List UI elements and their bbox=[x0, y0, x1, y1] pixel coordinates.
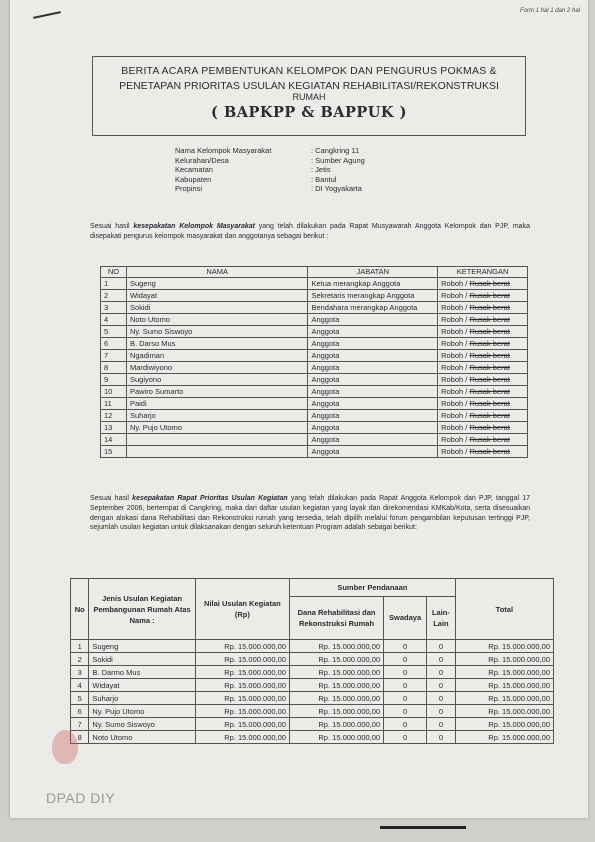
cell-lain: 0 bbox=[427, 692, 456, 705]
table-row bbox=[71, 692, 554, 705]
table-row bbox=[101, 278, 528, 290]
cell-nama: Suharjo bbox=[126, 410, 307, 422]
table-row bbox=[101, 290, 528, 302]
cell-no: 8 bbox=[101, 362, 127, 374]
keterangan-rusak-berat: Rusak berat bbox=[469, 422, 510, 432]
keterangan-rusak-berat: Rusak berat bbox=[469, 326, 510, 336]
cell-jabatan: Sekretaris merangkap Anggota bbox=[308, 290, 438, 302]
cell-nama: Suharjo bbox=[89, 692, 195, 705]
cell-no: 6 bbox=[71, 705, 89, 718]
cell-nama: Sugeng bbox=[89, 640, 195, 653]
seal-stamp bbox=[52, 730, 78, 764]
keterangan-roboh: Roboh / bbox=[441, 326, 468, 336]
keterangan-roboh: Roboh / bbox=[441, 434, 468, 444]
cell-nama: Ny. Pujo Utomo bbox=[126, 422, 307, 434]
col-header-swadaya: Swadaya bbox=[384, 596, 427, 639]
cell-no: 13 bbox=[101, 422, 127, 434]
keterangan-rusak-berat: Rusak berat bbox=[469, 290, 510, 300]
cell-nilai: Rp. 15.000.000,00 bbox=[195, 731, 289, 744]
cell-total: Rp. 15.000.000,00 bbox=[455, 705, 553, 718]
table-row bbox=[101, 302, 528, 314]
cell-jabatan: Anggota bbox=[308, 446, 438, 458]
cell-no: 15 bbox=[101, 446, 127, 458]
cell-keterangan bbox=[438, 410, 528, 422]
cell-no: 2 bbox=[101, 290, 127, 302]
cell-nama: Sokidi bbox=[126, 302, 307, 314]
keterangan-roboh: Roboh / bbox=[441, 338, 468, 348]
cell-nilai: Rp. 15.000.000,00 bbox=[195, 640, 289, 653]
table-row bbox=[101, 314, 528, 326]
cell-no: 9 bbox=[101, 374, 127, 386]
cell-swadaya: 0 bbox=[384, 692, 427, 705]
keterangan-roboh: Roboh / bbox=[441, 302, 468, 312]
cell-jabatan: Anggota bbox=[308, 314, 438, 326]
info-row bbox=[175, 184, 365, 194]
info-value: : Cangkring 11 bbox=[311, 146, 360, 155]
signature-line bbox=[380, 826, 466, 829]
info-label: Kecamatan bbox=[175, 165, 213, 174]
info-row bbox=[175, 175, 365, 185]
info-row bbox=[175, 146, 365, 156]
keterangan-roboh: Roboh / bbox=[441, 422, 468, 432]
table-row bbox=[71, 731, 554, 744]
cell-nilai: Rp. 15.000.000,00 bbox=[195, 653, 289, 666]
cell-nama: Ny. Sumo Siswoyo bbox=[126, 326, 307, 338]
cell-keterangan bbox=[438, 350, 528, 362]
cell-jabatan: Anggota bbox=[308, 338, 438, 350]
keterangan-roboh: Roboh / bbox=[441, 278, 468, 288]
info-label: Propinsi bbox=[175, 184, 203, 193]
cell-nama: Ny. Sumo Siswoyo bbox=[89, 718, 195, 731]
cell-lain: 0 bbox=[427, 679, 456, 692]
cell-total: Rp. 15.000.000,00 bbox=[455, 692, 553, 705]
title-acronym: ( BAPKPP & BAPPUK ) bbox=[211, 104, 407, 121]
cell-lain: 0 bbox=[427, 718, 456, 731]
cell-no: 5 bbox=[101, 326, 127, 338]
paragraph-text: yang telah dilakukan pada Rapat Anggota Kelompok dan PJP, tanggal 17 September 2006, bertempat di Cangkring, maka dari daftar usulan kegiatan yang layak dan direkomendasi KMKab/Kota, serta disesuaikan dengan alokasi dana Rehabilitasi dan Rekonstruksi rumah yang tersedia, telah dipilih melalui forum pengambilan keputusan tertinggi PJP, sejumlah usulan kegiatan untuk dilaksanakan dengan seluruh ketentuan Program adalah sebagai berikut: bbox=[90, 495, 530, 532]
cell-lain: 0 bbox=[427, 731, 456, 744]
col-header-nama: NAMA bbox=[126, 267, 307, 278]
table-row bbox=[101, 350, 528, 362]
cell-keterangan bbox=[438, 326, 528, 338]
table-row bbox=[101, 326, 528, 338]
table-row bbox=[101, 398, 528, 410]
keterangan-rusak-berat: Rusak berat bbox=[469, 410, 510, 420]
table-row bbox=[101, 422, 528, 434]
keterangan-roboh: Roboh / bbox=[441, 410, 468, 420]
cell-jabatan: Anggota bbox=[308, 410, 438, 422]
table-row bbox=[101, 338, 528, 350]
cell-keterangan bbox=[438, 278, 528, 290]
col-header-no: No bbox=[71, 579, 89, 640]
keterangan-rusak-berat: Rusak berat bbox=[469, 434, 510, 444]
keterangan-roboh: Roboh / bbox=[441, 362, 468, 372]
table-row bbox=[101, 386, 528, 398]
table-row bbox=[71, 640, 554, 653]
document-page bbox=[10, 0, 588, 818]
cell-lain: 0 bbox=[427, 653, 456, 666]
cell-nilai: Rp. 15.000.000,00 bbox=[195, 679, 289, 692]
table-row bbox=[101, 446, 528, 458]
keterangan-rusak-berat: Rusak berat bbox=[469, 386, 510, 396]
cell-nama: B. Darmo Mus bbox=[89, 666, 195, 679]
cell-nama bbox=[126, 434, 307, 446]
cell-no: 4 bbox=[101, 314, 127, 326]
cell-no: 3 bbox=[101, 302, 127, 314]
cell-nama: Mardiwiyono bbox=[126, 362, 307, 374]
cell-dana: Rp. 15.000.000,00 bbox=[289, 705, 383, 718]
cell-jabatan: Anggota bbox=[308, 422, 438, 434]
cell-total: Rp. 15.000.000,00 bbox=[455, 640, 553, 653]
cell-no: 5 bbox=[71, 692, 89, 705]
table-row bbox=[71, 705, 554, 718]
cell-nama: Ny. Pujo Utomo bbox=[89, 705, 195, 718]
cell-no: 1 bbox=[101, 278, 127, 290]
col-header-lain: Lain-Lain bbox=[427, 596, 456, 639]
keterangan-rusak-berat: Rusak berat bbox=[469, 314, 510, 324]
cell-no: 7 bbox=[71, 718, 89, 731]
cell-jabatan: Anggota bbox=[308, 386, 438, 398]
keterangan-rusak-berat: Rusak berat bbox=[469, 278, 510, 288]
info-label: Nama Kelompok Masyarakat bbox=[175, 146, 272, 155]
keterangan-rusak-berat: Rusak berat bbox=[469, 374, 510, 384]
keterangan-roboh: Roboh / bbox=[441, 314, 468, 324]
cell-nama: Paidi bbox=[126, 398, 307, 410]
keterangan-rusak-berat: Rusak berat bbox=[469, 362, 510, 372]
cell-swadaya: 0 bbox=[384, 653, 427, 666]
col-header-keterangan: KETERANGAN bbox=[438, 267, 528, 278]
cell-nilai: Rp. 15.000.000,00 bbox=[195, 666, 289, 679]
keterangan-roboh: Roboh / bbox=[441, 446, 468, 456]
cell-keterangan bbox=[438, 434, 528, 446]
paragraph-2 bbox=[90, 494, 530, 533]
cell-nama: Noto Utomo bbox=[126, 314, 307, 326]
table-row bbox=[101, 434, 528, 446]
paragraph-text: Sesuai hasil bbox=[90, 223, 134, 230]
info-value: : DI Yogyakarta bbox=[311, 184, 362, 193]
priority-table bbox=[70, 578, 554, 744]
cell-nama bbox=[126, 446, 307, 458]
cell-no: 3 bbox=[71, 666, 89, 679]
cell-lain: 0 bbox=[427, 640, 456, 653]
cell-jabatan: Anggota bbox=[308, 362, 438, 374]
cell-swadaya: 0 bbox=[384, 705, 427, 718]
cell-keterangan bbox=[438, 362, 528, 374]
cell-nama: Widayat bbox=[126, 290, 307, 302]
cell-dana: Rp. 15.000.000,00 bbox=[289, 640, 383, 653]
paragraph-text: Sesuai hasil bbox=[90, 495, 133, 502]
info-value: : Jetis bbox=[311, 165, 331, 174]
table-row bbox=[71, 666, 554, 679]
cell-no: 4 bbox=[71, 679, 89, 692]
info-label: Kelurahan/Desa bbox=[175, 155, 229, 165]
paragraph-emphasis: kesepakatan Kelompok Masyarakat bbox=[133, 223, 255, 230]
cell-no: 8 bbox=[71, 731, 89, 744]
cell-total: Rp. 15.000.000,00 bbox=[455, 718, 553, 731]
cell-keterangan bbox=[438, 290, 528, 302]
cell-nama: Noto Utomo bbox=[89, 731, 195, 744]
col-header-total: Total bbox=[455, 579, 553, 640]
keterangan-rusak-berat: Rusak berat bbox=[469, 338, 510, 348]
keterangan-rusak-berat: Rusak berat bbox=[469, 350, 510, 360]
keterangan-roboh: Roboh / bbox=[441, 350, 468, 360]
paragraph-emphasis: kesepakatan Rapat Prioritas Usulan Kegiatan bbox=[132, 495, 288, 502]
cell-nama: Ngadiman bbox=[126, 350, 307, 362]
watermark-text: DPAD DIY bbox=[46, 790, 116, 806]
cell-nama: Sokidi bbox=[89, 653, 195, 666]
paragraph-1 bbox=[90, 222, 530, 242]
cell-nama: Pawiro Sumarto bbox=[126, 386, 307, 398]
cell-nama: Sugeng bbox=[126, 278, 307, 290]
cell-dana: Rp. 15.000.000,00 bbox=[289, 731, 383, 744]
cell-keterangan bbox=[438, 314, 528, 326]
table-row bbox=[71, 679, 554, 692]
col-header-no: NO bbox=[101, 267, 127, 278]
priority-table-body bbox=[71, 640, 554, 744]
cell-keterangan bbox=[438, 398, 528, 410]
cell-nama: B. Darso Mus bbox=[126, 338, 307, 350]
cell-dana: Rp. 15.000.000,00 bbox=[289, 653, 383, 666]
keterangan-roboh: Roboh / bbox=[441, 374, 468, 384]
cell-jabatan: Anggota bbox=[308, 326, 438, 338]
col-header-nilai: Nilai Usulan Kegiatan (Rp) bbox=[195, 579, 289, 640]
cell-keterangan bbox=[438, 338, 528, 350]
table-row bbox=[71, 653, 554, 666]
cell-keterangan bbox=[438, 386, 528, 398]
title-line-2: PENETAPAN PRIORITAS USULAN KEGIATAN REHABILITASI/REKONSTRUKSI bbox=[119, 80, 499, 92]
cell-jabatan: Anggota bbox=[308, 350, 438, 362]
group-info bbox=[175, 146, 365, 194]
members-table bbox=[100, 266, 528, 458]
cell-nama: Sugiyono bbox=[126, 374, 307, 386]
pen-mark bbox=[33, 11, 61, 19]
cell-nilai: Rp. 15.000.000,00 bbox=[195, 692, 289, 705]
cell-total: Rp. 15.000.000,00 bbox=[455, 666, 553, 679]
cell-dana: Rp. 15.000.000,00 bbox=[289, 679, 383, 692]
cell-keterangan bbox=[438, 374, 528, 386]
cell-no: 2 bbox=[71, 653, 89, 666]
cell-dana: Rp. 15.000.000,00 bbox=[289, 666, 383, 679]
cell-keterangan bbox=[438, 302, 528, 314]
info-value: : Sumber Agung bbox=[311, 155, 365, 165]
col-header-jenis: Jenis Usulan Kegiatan Pembangunan Rumah Atas Nama : bbox=[89, 579, 195, 640]
table-row bbox=[101, 362, 528, 374]
cell-swadaya: 0 bbox=[384, 718, 427, 731]
info-value: : Bantul bbox=[311, 174, 337, 184]
cell-no: 1 bbox=[71, 640, 89, 653]
cell-no: 14 bbox=[101, 434, 127, 446]
cell-swadaya: 0 bbox=[384, 679, 427, 692]
cell-swadaya: 0 bbox=[384, 666, 427, 679]
cell-nama: Widayat bbox=[89, 679, 195, 692]
cell-no: 11 bbox=[101, 398, 127, 410]
members-table-body bbox=[101, 278, 528, 458]
cell-no: 7 bbox=[101, 350, 127, 362]
keterangan-rusak-berat: Rusak berat bbox=[469, 446, 510, 456]
info-label: Kabupaten bbox=[175, 174, 212, 184]
col-header-dana: Dana Rehabilitasi dan Rekonstruksi Rumah bbox=[289, 596, 383, 639]
title-line-1: BERITA ACARA PEMBENTUKAN KELOMPOK DAN PENGURUS POKMAS & bbox=[121, 65, 497, 77]
keterangan-rusak-berat: Rusak berat bbox=[469, 302, 510, 312]
paragraph-text: yang telah dilakukan pada Rapat Musyawarah Anggota Kelompok dan PJP, maka disepakati pengurus kelompok masyarakat dan anggotanya sebagai berikut : bbox=[90, 223, 530, 240]
table-row bbox=[101, 374, 528, 386]
title-box bbox=[92, 56, 526, 136]
col-header-jabatan: JABATAN bbox=[308, 267, 438, 278]
info-row bbox=[175, 165, 365, 175]
cell-keterangan bbox=[438, 422, 528, 434]
col-header-sumber: Sumber Pendanaan bbox=[289, 579, 455, 597]
cell-lain: 0 bbox=[427, 705, 456, 718]
form-reference: Form 1 hal 1 dan 2 hal bbox=[519, 8, 580, 14]
cell-jabatan: Anggota bbox=[308, 434, 438, 446]
cell-total: Rp. 15.000.000,00 bbox=[455, 653, 553, 666]
cell-nilai: Rp. 15.000.000,00 bbox=[195, 705, 289, 718]
title-line-3: RUMAH bbox=[292, 92, 326, 102]
cell-jabatan: Anggota bbox=[308, 398, 438, 410]
info-row bbox=[175, 156, 365, 166]
cell-dana: Rp. 15.000.000,00 bbox=[289, 692, 383, 705]
cell-nilai: Rp. 15.000.000,00 bbox=[195, 718, 289, 731]
cell-jabatan: Bendahara merangkap Anggota bbox=[308, 302, 438, 314]
table-row bbox=[101, 410, 528, 422]
keterangan-roboh: Roboh / bbox=[441, 386, 468, 396]
table-header-row bbox=[71, 579, 554, 597]
cell-jabatan: Ketua merangkap Anggota bbox=[308, 278, 438, 290]
cell-swadaya: 0 bbox=[384, 731, 427, 744]
cell-lain: 0 bbox=[427, 666, 456, 679]
table-row bbox=[71, 718, 554, 731]
keterangan-roboh: Roboh / bbox=[441, 290, 468, 300]
cell-no: 10 bbox=[101, 386, 127, 398]
keterangan-rusak-berat: Rusak berat bbox=[469, 398, 510, 408]
cell-dana: Rp. 15.000.000,00 bbox=[289, 718, 383, 731]
cell-no: 12 bbox=[101, 410, 127, 422]
cell-total: Rp. 15.000.000,00 bbox=[455, 731, 553, 744]
cell-swadaya: 0 bbox=[384, 640, 427, 653]
table-header-row bbox=[101, 267, 528, 278]
cell-no: 6 bbox=[101, 338, 127, 350]
keterangan-roboh: Roboh / bbox=[441, 398, 468, 408]
cell-keterangan bbox=[438, 446, 528, 458]
cell-jabatan: Anggota bbox=[308, 374, 438, 386]
cell-total: Rp. 15.000.000,00 bbox=[455, 679, 553, 692]
